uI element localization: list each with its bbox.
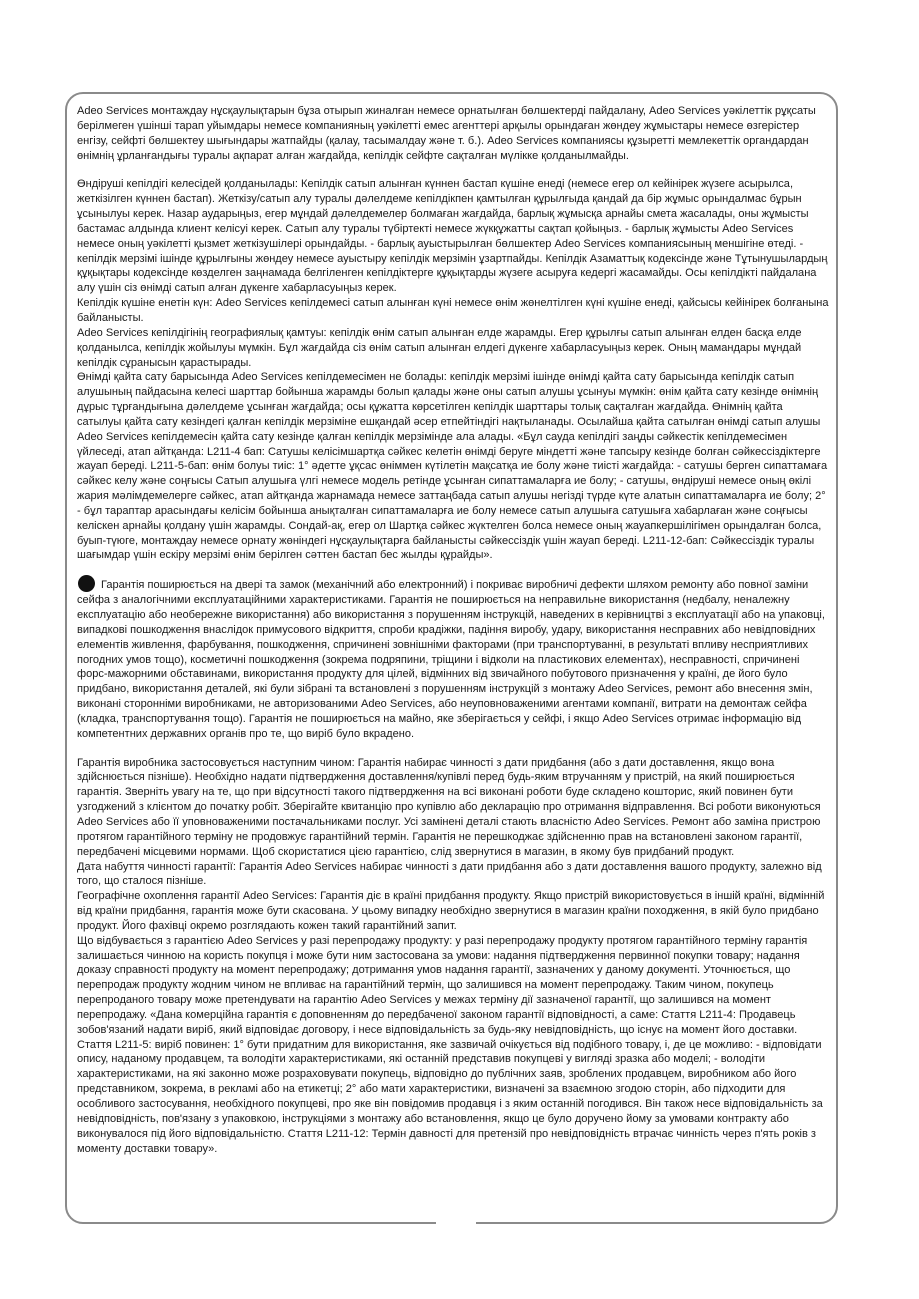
ua-section-exclusions [77, 575, 829, 741]
ua-paragraph-exclusions-wrap [77, 575, 829, 741]
kz-paragraph-resale: Өнімді қайта сату барысында Adeo Services кепілдемесімен не болады: кепілдік мерзімі ішінде өнімді қайта сату барысында кепілдік сатып алушының пайдасына келесі шарттар бойынша жарамды болып қалады және оны сатып алушы ұсынуы мүмкін: өнім қайта сату кезінде өнімнің дұрыс тұрғандығына дәлелдеме ұсынған жағдайда; осы құжатта көрсетілген кепілдік шарттары толық сақталған жағдайда. Өнімнің қайта сатылуы қайта сату кезіндегі қалған кепілдік мерзіміне ешқандай әсер етпейтіндігі нақтыланады. Осылайша қайта сатылған өнімді сатып алушы Adeo Services кепілдемесін қайта сату кезінде қалған кепілдік мерзімінде ала алады. «Бұл сауда кепілдігі заңды сәйкестік кепілдемесімен үйлеседі, атап айтқанда: L211-4 бап: Сатушы келісімшартқа сәйкес келетін өнімді беруге міндетті және тапсыру кезінде болған сәйкессіздіктерге жауап береді. L211-5-бап: өнім болуы тиіс: 1° әдетте ұқсас өніммен күтілетін мақсатқа ие болу және тиісті жағдайда: - сатушы берген сипаттамаға сәйкес келу және соңғысы Сатып алушыға үлгі немесе модель ретінде ұсынған сипаттамаларға ие болу; - сатушы, өндіруші немесе оның өкілі жария мәлімдемелерге сәйкес, атап айтқанда жарнамада немесе заттаңбада сатып алушы негізді түрде күте алатын сипаттамаларға ие болу; 2° - бұл тараптар арасындағы келісім бойынша анықталған сипаттамаларға ие болу немесе сатып алушыға сатушыға хабарлаған және соңғысы келіскен арнайы қолдану үшін жарамды. Сондай-ақ, егер ол Шартқа сәйкес жүктелген болса немесе оның жауапкершілігімен орындалған болса, буып-түюге, монтаждау немесе орнату жөніндегі нұсқаулықтарға байланысты сәйкессіздік үшін жауап береді. L211-12-бап: Сәйкессіздік туралы шағымдар үшін ескіру мерзімі өнім берілген сәттен бастап бес жылды құрайды». [77, 371, 828, 562]
kz-paragraph-manufacturer-warranty: Өндіруші кепілдігі келесідей қолданылады: Кепілдік сатып алынған күннен бастап күшіне енеді (немесе егер ол кейінірек жүзеге асырылса, жеткізілген күннен бастап). Жеткізу/сатып алу туралы дәлелдеме кепілдікпен қамтылған құрылғыда қандай да бір жұмыс орындалмас бұрын ұсынылуы керек. Назар аударыңыз, егер мұндай дәлелдемелер болмаған жағдайда, барлық жұмысқа арнайы смета жасалады, оны жұмысты бастамас алдында клиент келісуі керек. Сатып алу туралы түбіртекті немесе жүкқұжатты сақтап қойыңыз. - барлық жұмысты Adeo Services немесе оның уәкілетті қызмет жеткізушілері орындайды. - барлық ауыстырылған бөлшектер Adeo Services компаниясының меншігіне өтеді. - кепілдік мерзімі ішінде құрылғыны жөндеу немесе ауыстыру кепілдік мерзімін ұзартпайды. Кепілдік Азаматтық кодексінде және Тұтынушылардың құқықтары кодексінде көзделген заңнамада белгіленген кепілдіктерге құқықтарды жүзеге асыруға кедергі жасамайды. Осы кепілдікті пайдалана алу үшін сіз өнімді сатып алған дүкенге хабарласуыңыз керек. [77, 178, 828, 295]
ua-paragraph-geographic-coverage: Географічне охоплення гарантії Adeo Services: Гарантія діє в країні придбання продукту. Якщо пристрій використовується в іншій країні, відмінній від країни придбання, гарантія може бути скасована. У цьому випадку необхідно звернутися в магазин країни походження, в якій було придбано продукт. Його фахівці окремо розглядають кожен такий гарантійний запит. [77, 890, 825, 932]
ua-paragraph-effective-date: Дата набуття чинності гарантії: Гарантія Adeo Services набирає чинності з дати придбання або з дати доставлення вашого продукту, залежно від того, що сталося пізніше. [77, 860, 822, 888]
ua-paragraph-manufacturer-warranty: Гарантія виробника застосовується наступним чином: Гарантія набирає чинності з дати придбання (або з дати доставлення, якщо вона здійснюється пізніше). Необхідно надати підтвердження доставлення/купівлі перед будь-яким втручанням у пристрій, на який поширюється гарантія. Зверніть увагу на те, що при відсутності такого підтвердження на всі виконані роботи буде складено кошторис, який повинен бути узгоджений з клієнтом до початку робіт. Зберігайте квитанцію про купівлю або декларацію про отримання відправлення. Всі роботи виконуються Adeo Services або її уповноваженими постачальниками послуг. Усі замінені деталі стають власністю Adeo Services. Ремонт або заміна пристрою протягом гарантійного терміну не продовжує гарантійний термін. Гарантія не перешкоджає здійсненню прав на встановлені законом гарантії, передбачені місцевими нормами. Щоб скористатися цією гарантією, слід звернутися в магазин, в якому був придбаний продукт. [77, 756, 821, 858]
language-bullet-icon [78, 575, 95, 592]
ua-section-terms [77, 756, 829, 1157]
ua-paragraph-resale: Що відбувається з гарантією Adeo Services у разі перепродажу продукту: у разі перепродажу продукту протягом гарантійного терміну гарантія залишається чинною на користь покупця і може бути ним застосована за умови: надання підтвердження первинної покупки товару; надання доказу справності продукту на момент перепродажу; дотримання умов надання гарантії, зазначених у даному документі. Уточнюється, що перепродаж продукту жодним чином не впливає на гарантійний термін, що залишився на момент перепродажу. Таким чином, покупець перепроданого товару може претендувати на гарантію Adeo Services у межах терміну дії зазначеної гарантії, що залишився на момент перепродажу. «Дана комерційна гарантія є доповненням до передбаченої законом гарантії відповідності, а саме: Стаття L211-4: Продавець зобов'язаний надати виріб, який відповідає договору, і несе відповідальність за будь-яку невідповідність, що існує на момент його доставки. Стаття L211-5: виріб повинен: 1° бути придатним для використання, яке зазвичай очікується від подібного товару, і, де це можливо: - відповідати опису, наданому продавцем, та володіти характеристиками, які останній представив покупцеві у вигляді зразка або моделі; - володіти характеристиками, на які законно може розраховувати покупець, відповідно до публічних заяв, зроблених продавцем, виробником або його представником, зокрема, в рекламі або на етикетці; 2° або мати характеристики, визначені за взаємною згодою сторін, або підходити для особливого застосування, необхідного покупцеві, про яке він повідомив продавця і з яким останній погодився. Він також несе відповідальність за невідповідність, пов'язану з упаковкою, інструкціями з монтажу або встановлення, якщо це було доручено йому за умовами контракту або виконувалося під його відповідальністю. Стаття L211-12: Термін давності для претензій про невідповідність втрачає чинність через п'ять років з моменту доставки товару». [77, 934, 823, 1155]
page-bottom-tab [436, 1215, 476, 1231]
warranty-text-block [77, 104, 829, 1156]
kz-section-exclusions [77, 104, 829, 163]
ua-paragraph-exclusions: Гарантія поширюється на двері та замок (механічний або електронний) і покриває виробничі дефекти шляхом ремонту або повної заміни сейфа з аналогічними експлуатаційними характеристиками. Гарантія не поширюється на неправильне використання (недбалу, неналежну експлуатацію або необережне використання) або використання з порушенням інструкцій, наведених в керівництві з експлуатації або на упаковці, випадкові пошкодження внаслідок примусового відкриття, спроби крадіжки, падіння виробу, удару, використання несправних або невідповідних елементів живлення, фарбування, пошкодження, спричинені зовнішніми факторами (при транспортуванні, в результаті впливу несприятливих погодних умов тощо), косметичні пошкодження (зокрема подряпини, тріщини і відколи на пластикових елементах), несправності, спричинені форс-мажорними обставинами, використання продукту для цілей, відмінних від звичайного побутового призначення у країні, де його було придбано, використання деталей, які були зібрані та встановлені з порушенням інструкцій з монтажу Adeo Services, ремонт або внесення змін, виконані сторонніми виробниками, не авторизованими Adeo Services, або неуповноваженими агентами компанії, витрати на демонтаж сейфа (кладка, транспортування тощо). Гарантія не поширюється на майно, яке зберігається у сейфі, і якщо Adeo Services отримає інформацію від компетентних державних органів про те, що виріб було вкрадено. [77, 579, 825, 740]
kz-section-terms [77, 177, 829, 563]
kz-paragraph-geographic-coverage: Adeo Services кепілдігінің географиялық қамтуы: кепілдік өнім сатып алынған елде жарамды. Егер құрылғы сатып алынған елден басқа елде қолданылса, кепілдік жойылуы мүмкін. Бұл жағдайда сіз өнім сатып алынған елдегі дүкенге хабарласуыңыз керек. Оның мамандары мұндай кепілдік сұранысын қарастырады. [77, 326, 802, 369]
kz-paragraph-effective-date: Кепілдік күшіне енетін күн: Adeo Services кепілдемесі сатып алынған күні немесе өнім жөнелтілген күні күшіне енеді, қайсысы кейінірек болғанына байланысты. [77, 297, 829, 324]
kz-paragraph-exclusions: Adeo Services монтаждау нұсқаулықтарын бұза отырып жиналған немесе орнатылған бөлшектерді пайдалану, Adeo Services уәкілеттік рұқсаты берілмеген үшінші тарап уйымдары немесе компанияның уәкілетті емес агенттері арқылы орындаған жөндеу жұмыстары немесе өзгерістер енгізу, сейфті бөлшектеу шығындары жатпайды (қалау, тасымалдау және т. б.). Adeo Services компаниясы құзыретті мемлекеттік органдардан өнімнің ұрланғандығы туралы ақпарат алған жағдайда, кепілдік сейфте сақталған мүлікке қолданылмайды. [77, 105, 816, 162]
